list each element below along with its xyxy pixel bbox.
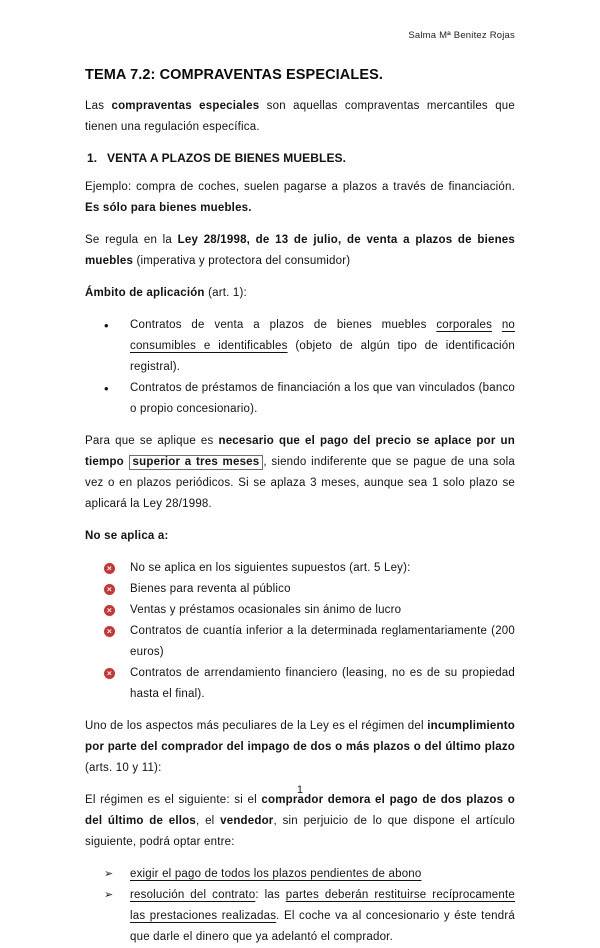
- text-segment: Se regula en la: [85, 234, 178, 246]
- text-segment: Ley 28/1998, de 13 de julio, de venta a plazos de bienes muebles: [85, 234, 515, 267]
- list-item: [85, 315, 515, 378]
- text-segment: , el: [196, 815, 221, 827]
- text-segment: exigir el pago de todos los plazos pendientes de abono: [130, 868, 422, 880]
- text-segment: Para que se aplique es: [85, 435, 219, 447]
- list-item: [85, 621, 515, 663]
- text-segment: no consumibles e identificables: [130, 319, 516, 352]
- text-segment: (art. 1):: [204, 287, 247, 299]
- list-item-text: [130, 885, 515, 948]
- text-segment: necesario que el pago del precio se aplace por un tiempo: [85, 435, 516, 468]
- text-segment: [492, 319, 502, 331]
- list-item: [85, 600, 515, 621]
- text-segment: (objeto de algún tipo de identificación registral).: [130, 340, 515, 373]
- text-segment: (imperativa y protectora del consumidor): [133, 255, 351, 267]
- text-segment: superior a tres meses: [129, 455, 264, 470]
- bullet-icon: •: [104, 318, 109, 333]
- list-item: [85, 378, 515, 420]
- author-name: Salma Mª Benitez Rojas: [408, 30, 515, 41]
- list-item-text: Contratos de cuantía inferior a la determinada reglamentariamente (200 euros): [130, 625, 515, 658]
- text-segment: Contratos de venta a plazos de bienes muebles: [130, 319, 437, 331]
- bullet-icon: •: [104, 381, 109, 396]
- list-item: [85, 663, 515, 705]
- text-segment: Es sólo para bienes muebles.: [85, 202, 252, 214]
- arrow-icon: ➢: [104, 868, 114, 880]
- requirement-paragraph: [85, 431, 515, 515]
- list-item: [85, 558, 515, 579]
- text-segment: , sin perjuicio de lo que dispone el artículo siguiente, podrá optar entre:: [85, 815, 515, 848]
- list-item-text: [130, 315, 515, 378]
- list-item-text: Contratos de arrendamiento financiero (leasing, no es de su propiedad hasta el final).: [130, 667, 515, 700]
- red-x-icon: ×: [104, 605, 115, 616]
- text-segment: son aquellas compraventas mercantiles que tienen una regulación específica.: [85, 100, 515, 133]
- text-segment: . El coche va al concesionario y éste tendrá que darle el dinero que ya adelantó el comprador.: [130, 910, 515, 943]
- list-item: [85, 885, 515, 948]
- red-x-icon: ×: [104, 626, 115, 637]
- not-applicable-list: [85, 558, 515, 705]
- text-segment: [124, 456, 129, 468]
- list-item: [85, 864, 515, 885]
- list-item: [85, 579, 515, 600]
- section-number: 1.: [87, 151, 98, 165]
- scope-heading: [85, 283, 515, 304]
- text-segment: incumplimiento por parte del comprador del impago de dos o más plazos o del último plazo: [85, 720, 515, 753]
- text-segment: resolución del contrato: [130, 889, 256, 901]
- seller-options-list: [85, 864, 515, 948]
- regime-paragraph: [85, 790, 515, 853]
- regulation-paragraph: [85, 230, 515, 272]
- list-item-text: [130, 864, 515, 885]
- intro-paragraph: [85, 96, 515, 138]
- text-segment: Uno de los aspectos más peculiares de la Ley es el régimen del: [85, 720, 428, 732]
- example-paragraph: [85, 177, 515, 219]
- text-segment: Ámbito de aplicación: [85, 287, 205, 299]
- scope-bullet-list: [85, 315, 515, 420]
- text-segment: No se aplica a:: [85, 530, 169, 542]
- page-number: 1: [296, 784, 304, 796]
- list-item-text: Ventas y préstamos ocasionales sin ánimo de lucro: [130, 604, 402, 616]
- not-applicable-heading: [85, 526, 515, 547]
- list-item-text: [130, 378, 515, 420]
- section-1-heading: [87, 151, 515, 165]
- text-segment: Contratos de préstamos de financiación a los que van vinculados (banco o propio concesionario).: [130, 382, 515, 415]
- section-title: VENTA A PLAZOS DE BIENES MUEBLES.: [107, 151, 347, 165]
- breach-paragraph: [85, 716, 515, 779]
- red-x-icon: ×: [104, 668, 115, 679]
- text-segment: : las: [255, 889, 286, 901]
- text-segment: Ejemplo: compra de coches, suelen pagarse a plazos a través de financiación.: [85, 181, 515, 193]
- text-segment: El régimen es el siguiente: si el: [85, 794, 262, 806]
- text-segment: (arts. 10 y 11):: [85, 762, 162, 774]
- text-segment: comprador demora el pago de dos plazos o del último de ellos: [85, 794, 515, 827]
- list-item-text: Bienes para reventa al público: [130, 583, 291, 595]
- page-header: [85, 30, 515, 41]
- arrow-icon: ➢: [104, 889, 114, 901]
- red-x-icon: ×: [104, 563, 115, 574]
- text-segment: Las: [85, 100, 112, 112]
- text-segment: partes deberán restituirse recíprocamente las prestaciones realizadas: [130, 889, 515, 922]
- list-item-text: No se aplica en los siguientes supuestos (art. 5 Ley):: [130, 562, 411, 574]
- document-title: TEMA 7.2: COMPRAVENTAS ESPECIALES.: [85, 67, 384, 83]
- text-segment: compraventas especiales: [111, 100, 260, 112]
- red-x-icon: ×: [104, 584, 115, 595]
- text-segment: , siendo indiferente que se pague de una sola vez o en plazos periódicos. Si se aplaza 3 meses, aunque sea 1 solo plazo se aplicará la Ley 28/1998.: [85, 456, 515, 510]
- text-segment: corporales: [436, 319, 493, 331]
- text-segment: vendedor: [220, 815, 274, 827]
